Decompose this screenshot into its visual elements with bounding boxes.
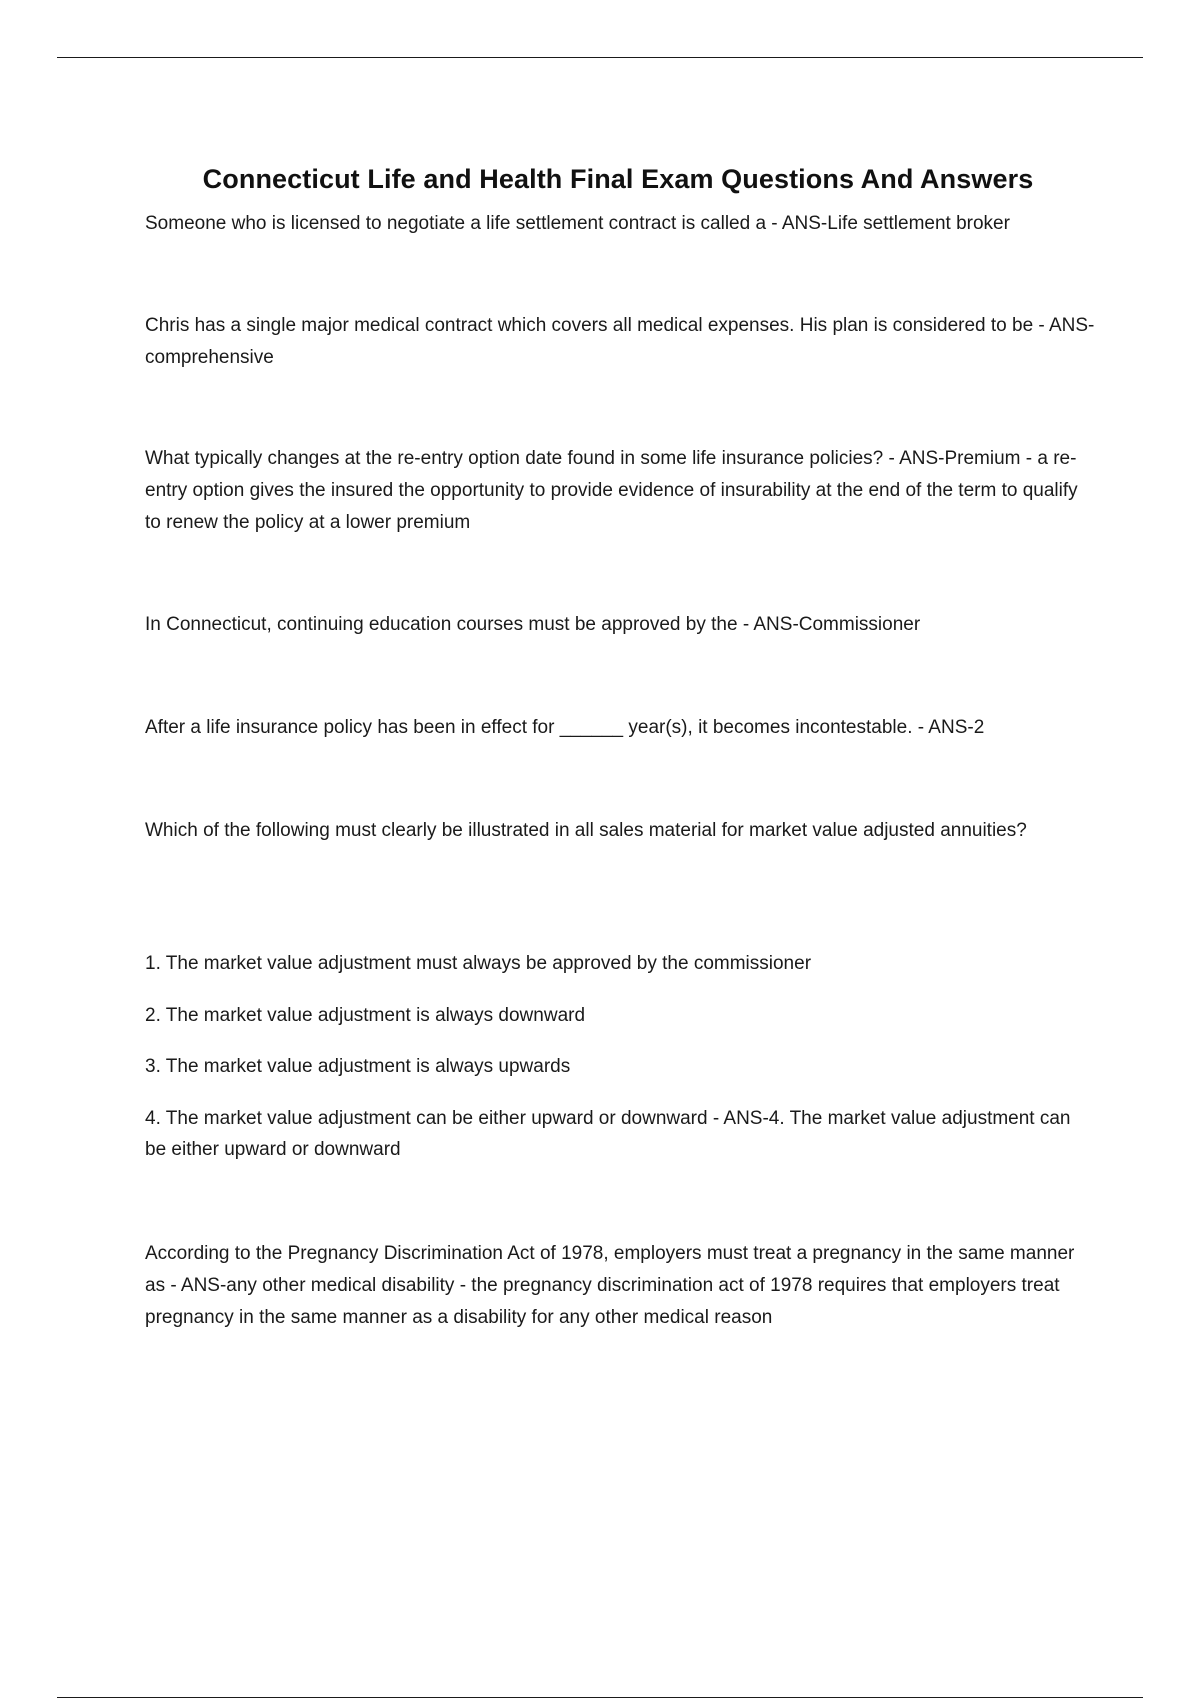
- question-6: Which of the following must clearly be illustrated in all sales material for market value adjusted annuities?: [145, 820, 1027, 841]
- question-6-option-3: 3. The market value adjustment is always upwards: [145, 1056, 571, 1077]
- question-3: What typically changes at the re-entry option date found in some life insurance policies? - ANS-Premium - a re-entry option gives the insured the opportunity to provide evidence of insurability at the end of the term to qualify to renew the policy at a lower premium: [145, 448, 1078, 533]
- page-title: Connecticut Life and Health Final Exam Questions And Answers: [202, 164, 1034, 195]
- question-4: In Connecticut, continuing education courses must be approved by the - ANS-Commissioner: [145, 614, 921, 635]
- question-1: Someone who is licensed to negotiate a life settlement contract is called a - ANS-Life settlement broker: [145, 213, 1010, 234]
- question-6-option-1: 1. The market value adjustment must always be approved by the commissioner: [145, 953, 812, 974]
- bottom-divider: [57, 1697, 1143, 1698]
- question-7: According to the Pregnancy Discrimination Act of 1978, employers must treat a pregnancy in the same manner as - ANS-any other medical disability - the pregnancy discrimination act of 1978 requires that employers treat pregnancy in the same manner as a disability for any other medical reason: [145, 1243, 1075, 1328]
- top-divider: [57, 57, 1143, 58]
- question-2: Chris has a single major medical contract which covers all medical expenses. His plan is considered to be - ANS-comprehensive: [145, 315, 1095, 368]
- question-6-option-4: 4. The market value adjustment can be either upward or downward - ANS-4. The market value adjustment can be either upward or downward: [145, 1108, 1071, 1160]
- question-5: After a life insurance policy has been in effect for ______ year(s), it becomes incontestable. - ANS-2: [145, 717, 985, 738]
- question-6-option-2: 2. The market value adjustment is always downward: [145, 1005, 586, 1026]
